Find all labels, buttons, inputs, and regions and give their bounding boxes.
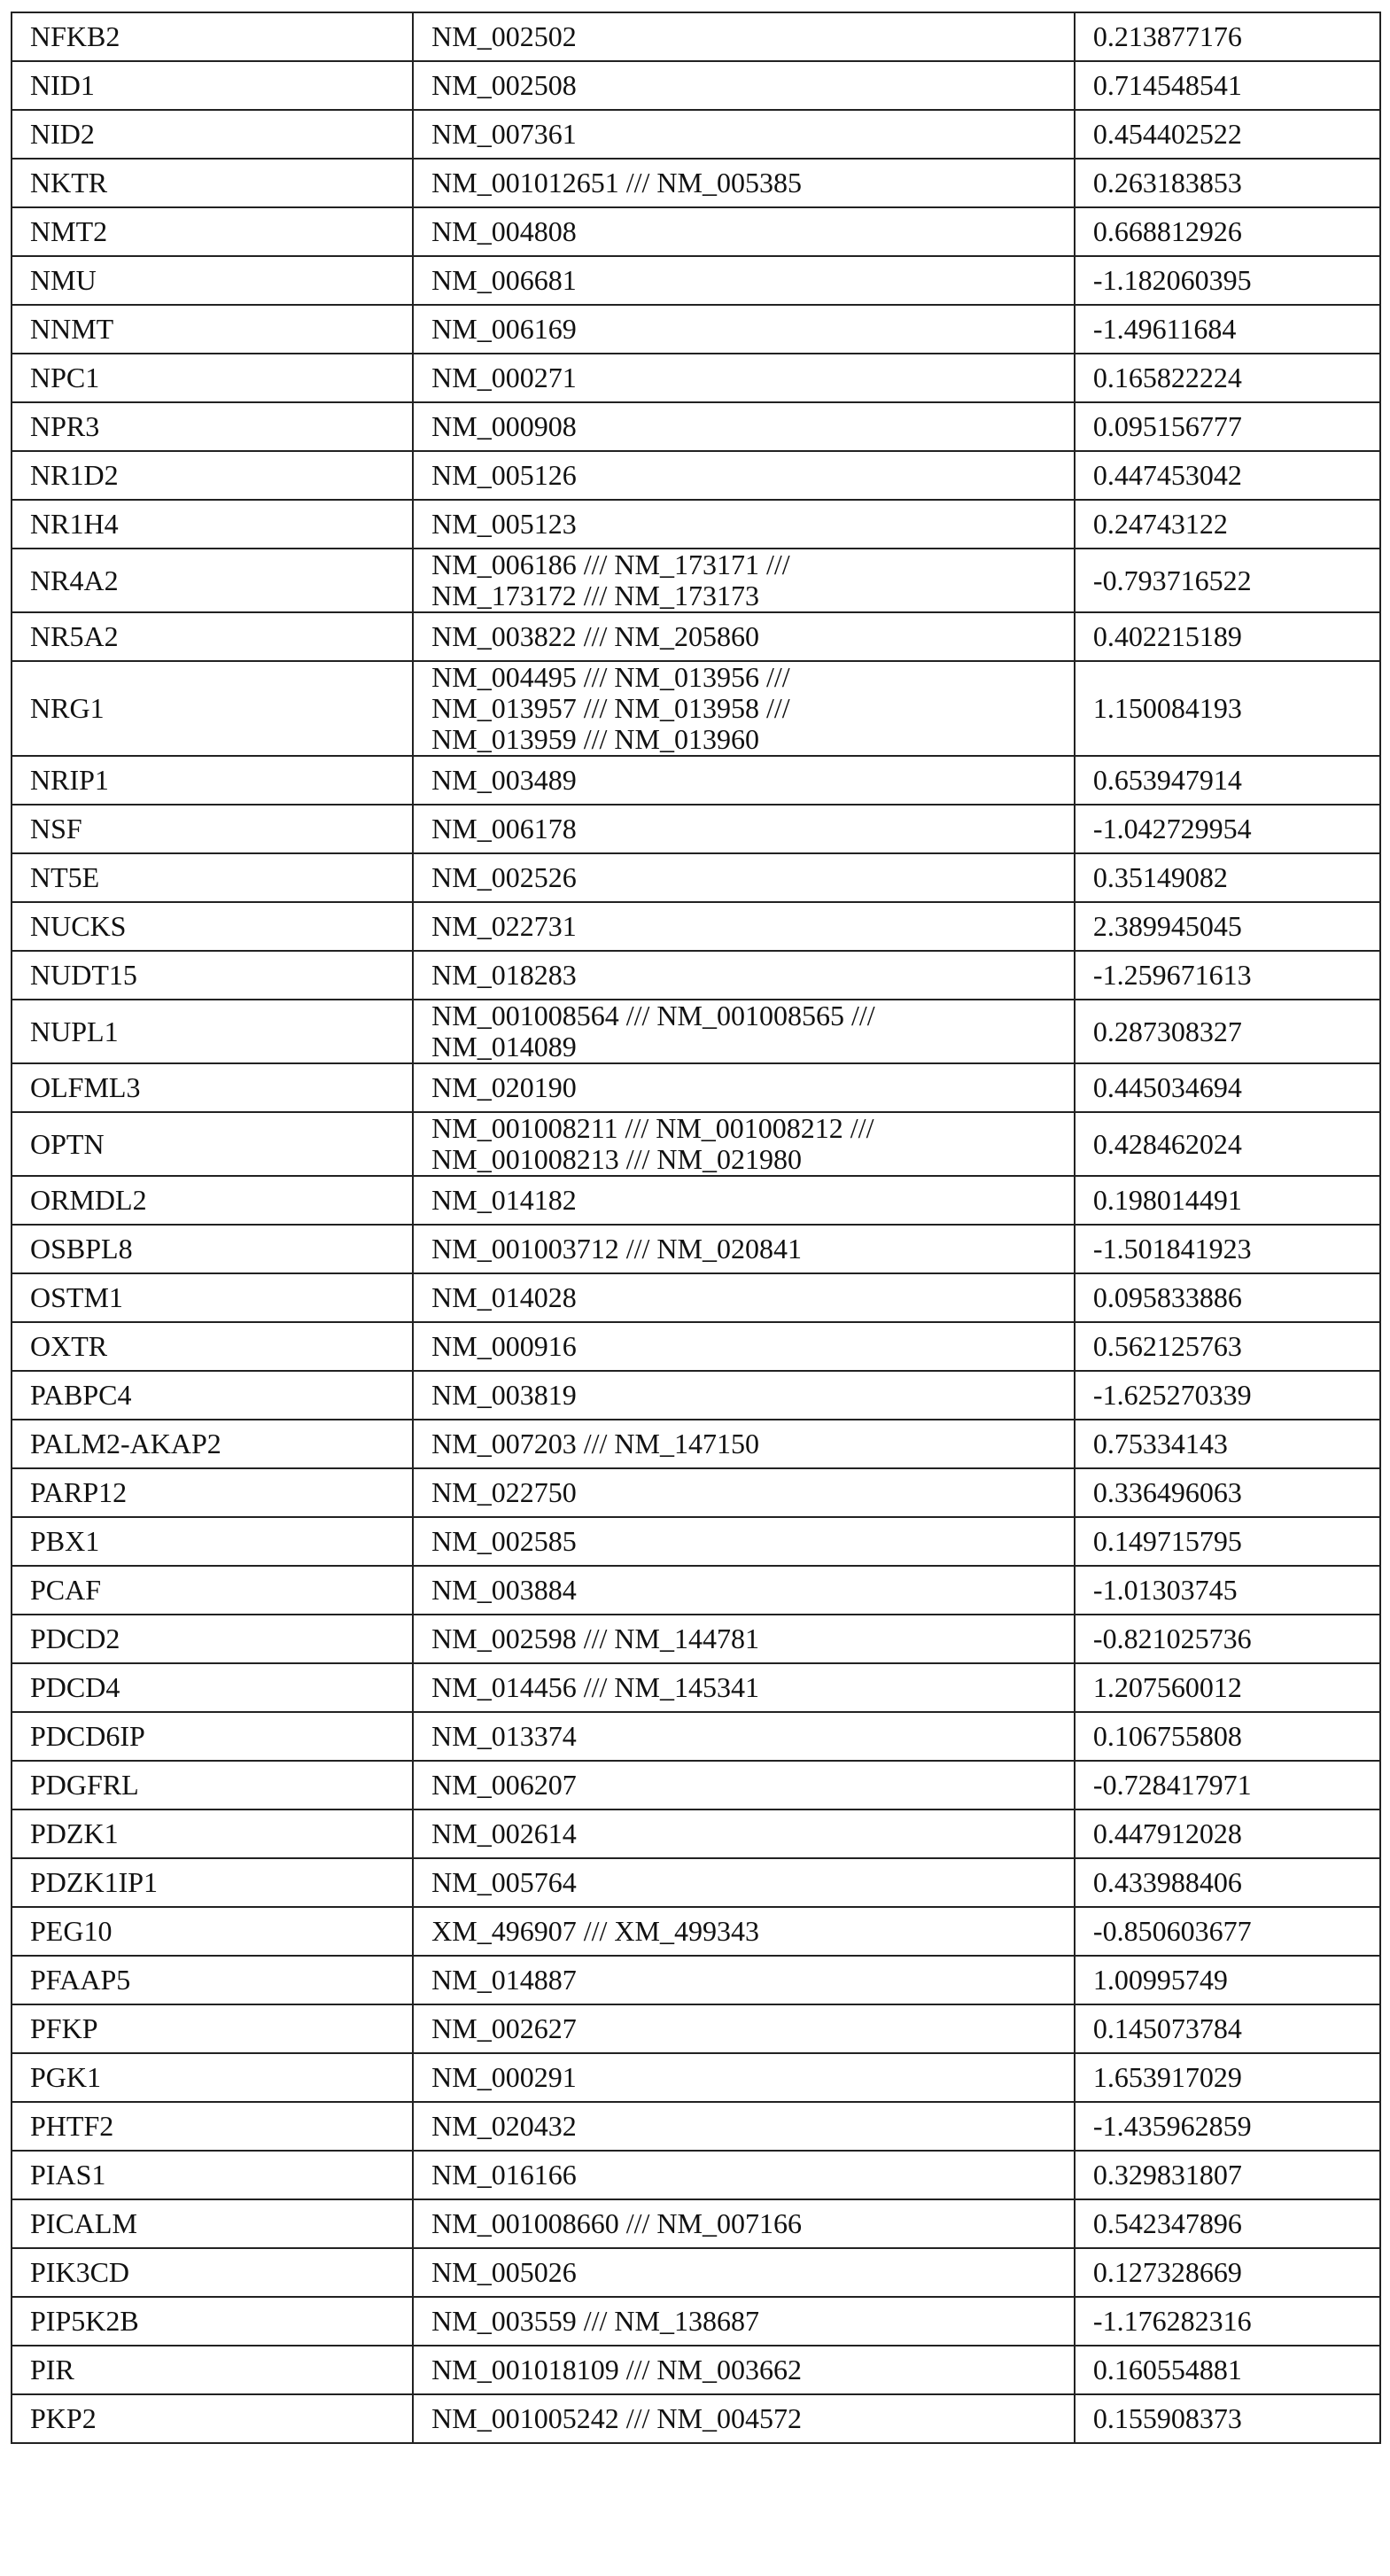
value-cell: -1.259671613 <box>1075 951 1380 1000</box>
table-row <box>12 1225 1380 1273</box>
table-row <box>12 2102 1380 2151</box>
table-row <box>12 1517 1380 1566</box>
gene-symbol-cell: NMT2 <box>12 207 413 256</box>
value-cell: -1.176282316 <box>1075 2297 1380 2346</box>
table-row <box>12 402 1380 451</box>
gene-symbol-cell: PDCD2 <box>12 1615 413 1663</box>
gene-symbol-cell: OXTR <box>12 1322 413 1371</box>
value-cell: -1.625270339 <box>1075 1371 1380 1420</box>
value-cell: 0.160554881 <box>1075 2346 1380 2394</box>
gene-symbol-cell: NNMT <box>12 305 413 354</box>
value-cell: 0.198014491 <box>1075 1176 1380 1225</box>
value-cell: -0.821025736 <box>1075 1615 1380 1663</box>
table-row <box>12 451 1380 500</box>
gene-symbol-cell: NID2 <box>12 110 413 159</box>
gene-symbol-cell: OLFML3 <box>12 1063 413 1112</box>
accession-cell: NM_001008211 /// NM_001008212 /// NM_001008213 /// NM_021980 <box>413 1112 1075 1176</box>
accession-cell: NM_003559 /// NM_138687 <box>413 2297 1075 2346</box>
table-row <box>12 1809 1380 1858</box>
value-cell: 0.149715795 <box>1075 1517 1380 1566</box>
accession-cell: NM_005764 <box>413 1858 1075 1907</box>
table-row <box>12 661 1380 756</box>
gene-symbol-cell: PKP2 <box>12 2394 413 2443</box>
accession-cell: NM_006186 /// NM_173171 /// NM_173172 /// NM_173173 <box>413 549 1075 612</box>
accession-cell: XM_496907 /// XM_499343 <box>413 1907 1075 1956</box>
table-row <box>12 2248 1380 2297</box>
table-row <box>12 612 1380 661</box>
table-row <box>12 902 1380 951</box>
gene-symbol-cell: PFKP <box>12 2004 413 2053</box>
value-cell: -0.728417971 <box>1075 1761 1380 1809</box>
accession-cell: NM_002627 <box>413 2004 1075 2053</box>
value-cell: 0.329831807 <box>1075 2151 1380 2199</box>
accession-cell: NM_000271 <box>413 354 1075 402</box>
value-cell: -1.501841923 <box>1075 1225 1380 1273</box>
table-row <box>12 2346 1380 2394</box>
table-row <box>12 354 1380 402</box>
accession-cell: NM_002526 <box>413 853 1075 902</box>
value-cell: 0.454402522 <box>1075 110 1380 159</box>
accession-cell: NM_001008660 /// NM_007166 <box>413 2199 1075 2248</box>
table-row <box>12 1907 1380 1956</box>
table-row <box>12 951 1380 1000</box>
value-cell: 0.263183853 <box>1075 159 1380 207</box>
value-cell: 0.287308327 <box>1075 1000 1380 1063</box>
table-row <box>12 805 1380 853</box>
table-row <box>12 12 1380 61</box>
table-row <box>12 500 1380 549</box>
gene-symbol-cell: OSBPL8 <box>12 1225 413 1273</box>
accession-cell: NM_003884 <box>413 1566 1075 1615</box>
value-cell: -1.435962859 <box>1075 2102 1380 2151</box>
table-row <box>12 1615 1380 1663</box>
gene-symbol-cell: PIK3CD <box>12 2248 413 2297</box>
gene-symbol-cell: PHTF2 <box>12 2102 413 2151</box>
gene-symbol-cell: NR5A2 <box>12 612 413 661</box>
value-cell: 0.127328669 <box>1075 2248 1380 2297</box>
table-row <box>12 2151 1380 2199</box>
value-cell: 1.00995749 <box>1075 1956 1380 2004</box>
value-cell: -1.042729954 <box>1075 805 1380 853</box>
gene-symbol-cell: NPR3 <box>12 402 413 451</box>
gene-symbol-cell: OSTM1 <box>12 1273 413 1322</box>
gene-symbol-cell: NKTR <box>12 159 413 207</box>
gene-symbol-cell: NR1D2 <box>12 451 413 500</box>
table-row <box>12 2297 1380 2346</box>
gene-symbol-cell: NRG1 <box>12 661 413 756</box>
value-cell: 0.75334143 <box>1075 1420 1380 1468</box>
table-row <box>12 1112 1380 1176</box>
gene-expression-table <box>11 12 1381 2444</box>
accession-cell: NM_001012651 /// NM_005385 <box>413 159 1075 207</box>
accession-cell: NM_020190 <box>413 1063 1075 1112</box>
gene-symbol-cell: NSF <box>12 805 413 853</box>
accession-cell: NM_014456 /// NM_145341 <box>413 1663 1075 1712</box>
table-row <box>12 2004 1380 2053</box>
value-cell: 0.165822224 <box>1075 354 1380 402</box>
table-row <box>12 1663 1380 1712</box>
accession-cell: NM_022750 <box>413 1468 1075 1517</box>
value-cell: -1.182060395 <box>1075 256 1380 305</box>
accession-cell: NM_014887 <box>413 1956 1075 2004</box>
gene-symbol-cell: PIAS1 <box>12 2151 413 2199</box>
gene-symbol-cell: ORMDL2 <box>12 1176 413 1225</box>
accession-cell: NM_002502 <box>413 12 1075 61</box>
gene-symbol-cell: NUCKS <box>12 902 413 951</box>
table-row <box>12 2053 1380 2102</box>
table-row <box>12 256 1380 305</box>
accession-cell: NM_006178 <box>413 805 1075 853</box>
gene-symbol-cell: PABPC4 <box>12 1371 413 1420</box>
value-cell: 0.542347896 <box>1075 2199 1380 2248</box>
table-body <box>12 12 1380 2443</box>
gene-symbol-cell: NRIP1 <box>12 756 413 805</box>
value-cell: -1.01303745 <box>1075 1566 1380 1615</box>
accession-cell: NM_006207 <box>413 1761 1075 1809</box>
accession-cell: NM_020432 <box>413 2102 1075 2151</box>
value-cell: 1.150084193 <box>1075 661 1380 756</box>
accession-cell: NM_001008564 /// NM_001008565 /// NM_014089 <box>413 1000 1075 1063</box>
value-cell: -0.850603677 <box>1075 1907 1380 1956</box>
table-row <box>12 305 1380 354</box>
accession-cell: NM_004495 /// NM_013956 /// NM_013957 /// NM_013958 /// NM_013959 /// NM_013960 <box>413 661 1075 756</box>
table-row <box>12 207 1380 256</box>
table-row <box>12 1176 1380 1225</box>
accession-cell: NM_002585 <box>413 1517 1075 1566</box>
value-cell: 1.207560012 <box>1075 1663 1380 1712</box>
table-row <box>12 549 1380 612</box>
accession-cell: NM_000291 <box>413 2053 1075 2102</box>
value-cell: 0.433988406 <box>1075 1858 1380 1907</box>
accession-cell: NM_005123 <box>413 500 1075 549</box>
gene-symbol-cell: OPTN <box>12 1112 413 1176</box>
gene-symbol-cell: NUDT15 <box>12 951 413 1000</box>
accession-cell: NM_018283 <box>413 951 1075 1000</box>
gene-symbol-cell: PGK1 <box>12 2053 413 2102</box>
value-cell: 0.447453042 <box>1075 451 1380 500</box>
gene-symbol-cell: PALM2-AKAP2 <box>12 1420 413 1468</box>
accession-cell: NM_007361 <box>413 110 1075 159</box>
accession-cell: NM_002508 <box>413 61 1075 110</box>
table-row <box>12 1322 1380 1371</box>
accession-cell: NM_007203 /// NM_147150 <box>413 1420 1075 1468</box>
value-cell: 0.213877176 <box>1075 12 1380 61</box>
gene-symbol-cell: PDZK1IP1 <box>12 1858 413 1907</box>
accession-cell: NM_006169 <box>413 305 1075 354</box>
table-row <box>12 61 1380 110</box>
gene-symbol-cell: PIP5K2B <box>12 2297 413 2346</box>
gene-symbol-cell: PDGFRL <box>12 1761 413 1809</box>
value-cell: 2.389945045 <box>1075 902 1380 951</box>
value-cell: 0.668812926 <box>1075 207 1380 256</box>
gene-symbol-cell: NR4A2 <box>12 549 413 612</box>
accession-cell: NM_022731 <box>413 902 1075 951</box>
accession-cell: NM_001003712 /// NM_020841 <box>413 1225 1075 1273</box>
gene-symbol-cell: PDZK1 <box>12 1809 413 1858</box>
gene-symbol-cell: PBX1 <box>12 1517 413 1566</box>
table-row <box>12 756 1380 805</box>
accession-cell: NM_002598 /// NM_144781 <box>413 1615 1075 1663</box>
gene-symbol-cell: PDCD6IP <box>12 1712 413 1761</box>
value-cell: 0.402215189 <box>1075 612 1380 661</box>
value-cell: 0.428462024 <box>1075 1112 1380 1176</box>
table-row <box>12 2394 1380 2443</box>
value-cell: 0.106755808 <box>1075 1712 1380 1761</box>
table-row <box>12 853 1380 902</box>
gene-symbol-cell: NID1 <box>12 61 413 110</box>
accession-cell: NM_016166 <box>413 2151 1075 2199</box>
table-row <box>12 1761 1380 1809</box>
gene-symbol-cell: PIR <box>12 2346 413 2394</box>
value-cell: 0.562125763 <box>1075 1322 1380 1371</box>
accession-cell: NM_001018109 /// NM_003662 <box>413 2346 1075 2394</box>
table-row <box>12 2199 1380 2248</box>
value-cell: 0.155908373 <box>1075 2394 1380 2443</box>
accession-cell: NM_006681 <box>413 256 1075 305</box>
value-cell: 0.653947914 <box>1075 756 1380 805</box>
gene-symbol-cell: NFKB2 <box>12 12 413 61</box>
value-cell: 0.35149082 <box>1075 853 1380 902</box>
table-row <box>12 1566 1380 1615</box>
table-row <box>12 1956 1380 2004</box>
accession-cell: NM_013374 <box>413 1712 1075 1761</box>
gene-symbol-cell: NMU <box>12 256 413 305</box>
accession-cell: NM_005026 <box>413 2248 1075 2297</box>
value-cell: 0.445034694 <box>1075 1063 1380 1112</box>
gene-symbol-cell: NT5E <box>12 853 413 902</box>
value-cell: 0.095833886 <box>1075 1273 1380 1322</box>
accession-cell: NM_003822 /// NM_205860 <box>413 612 1075 661</box>
table-row <box>12 110 1380 159</box>
accession-cell: NM_004808 <box>413 207 1075 256</box>
value-cell: 0.336496063 <box>1075 1468 1380 1517</box>
value-cell: 0.447912028 <box>1075 1809 1380 1858</box>
gene-symbol-cell: PCAF <box>12 1566 413 1615</box>
gene-symbol-cell: NUPL1 <box>12 1000 413 1063</box>
table-row <box>12 1063 1380 1112</box>
table-row <box>12 1273 1380 1322</box>
gene-symbol-cell: PICALM <box>12 2199 413 2248</box>
accession-cell: NM_001005242 /// NM_004572 <box>413 2394 1075 2443</box>
gene-symbol-cell: NR1H4 <box>12 500 413 549</box>
value-cell: 0.145073784 <box>1075 2004 1380 2053</box>
value-cell: 1.653917029 <box>1075 2053 1380 2102</box>
table-row <box>12 1858 1380 1907</box>
accession-cell: NM_014028 <box>413 1273 1075 1322</box>
accession-cell: NM_000908 <box>413 402 1075 451</box>
accession-cell: NM_000916 <box>413 1322 1075 1371</box>
table-row <box>12 1371 1380 1420</box>
gene-symbol-cell: PARP12 <box>12 1468 413 1517</box>
table-row <box>12 1000 1380 1063</box>
value-cell: -0.793716522 <box>1075 549 1380 612</box>
table-row <box>12 1468 1380 1517</box>
gene-symbol-cell: PDCD4 <box>12 1663 413 1712</box>
accession-cell: NM_002614 <box>413 1809 1075 1858</box>
accession-cell: NM_003489 <box>413 756 1075 805</box>
gene-symbol-cell: NPC1 <box>12 354 413 402</box>
value-cell: 0.095156777 <box>1075 402 1380 451</box>
value-cell: 0.24743122 <box>1075 500 1380 549</box>
gene-symbol-cell: PFAAP5 <box>12 1956 413 2004</box>
value-cell: -1.49611684 <box>1075 305 1380 354</box>
accession-cell: NM_005126 <box>413 451 1075 500</box>
table-row <box>12 159 1380 207</box>
gene-symbol-cell: PEG10 <box>12 1907 413 1956</box>
table-row <box>12 1420 1380 1468</box>
accession-cell: NM_014182 <box>413 1176 1075 1225</box>
table-row <box>12 1712 1380 1761</box>
accession-cell: NM_003819 <box>413 1371 1075 1420</box>
value-cell: 0.714548541 <box>1075 61 1380 110</box>
